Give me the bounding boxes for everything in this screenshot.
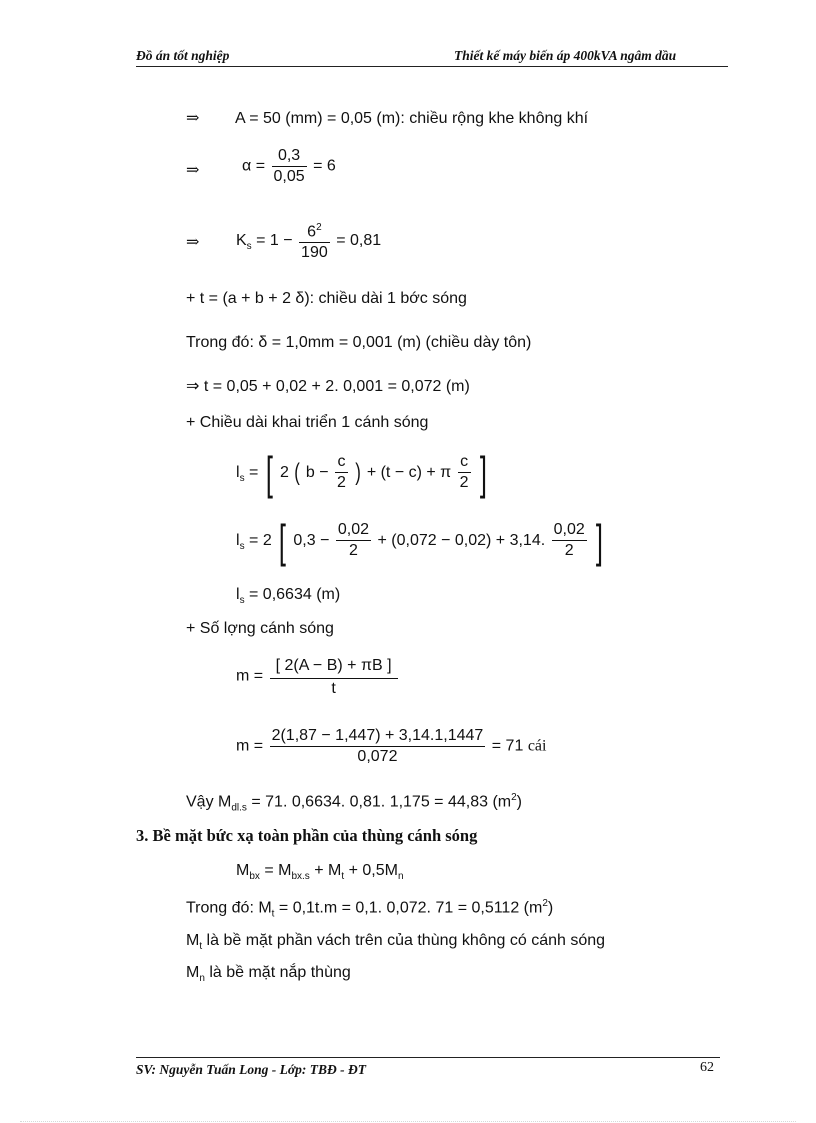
ls1-c2-den: 2 bbox=[459, 474, 469, 492]
mn-sub: n bbox=[397, 871, 404, 883]
mt-line-sub: t bbox=[271, 908, 275, 920]
ks-num bbox=[299, 218, 330, 243]
ls1-c2-num: c bbox=[458, 452, 471, 473]
ks-den: 190 bbox=[301, 244, 328, 262]
ls-value-lhs: l bbox=[236, 586, 240, 603]
mn-description bbox=[186, 964, 351, 984]
ks-rhs: = 0,81 bbox=[336, 231, 382, 249]
ls1-sub: s bbox=[239, 473, 245, 485]
mbx-sub: bx bbox=[249, 871, 260, 883]
m2-fraction bbox=[270, 726, 486, 767]
ls1-eq: = bbox=[249, 464, 259, 481]
mt-desc-m: M bbox=[186, 932, 200, 949]
alpha-fraction bbox=[272, 146, 307, 187]
header-rule bbox=[136, 66, 728, 67]
arrow-4: ⇒ bbox=[186, 378, 200, 395]
mt-desc-sub: t bbox=[199, 941, 203, 953]
ls2-f2-den: 2 bbox=[564, 542, 574, 560]
bracket-close-1: ] bbox=[479, 446, 487, 499]
m-formula-1 bbox=[236, 654, 400, 699]
mt-sub: t bbox=[341, 871, 345, 883]
mbx-m: M bbox=[236, 862, 250, 879]
mbx-equation bbox=[236, 862, 404, 882]
mdl-line bbox=[186, 792, 522, 814]
m1-num: [ 2(A − B) + πB ] bbox=[270, 654, 398, 679]
m2-unit: cái bbox=[527, 737, 547, 755]
ls2-mid: + (0,072 − 0,02) + 3,14. bbox=[377, 532, 546, 549]
arrow-1: ⇒ bbox=[186, 110, 200, 127]
alpha-num: 0,3 bbox=[272, 146, 307, 167]
mt-description bbox=[186, 932, 605, 952]
page-number: 62 bbox=[700, 1060, 714, 1075]
paren-open-1: ( bbox=[294, 458, 301, 486]
ls2-b: 0,3 − bbox=[293, 532, 330, 549]
ls-value: = 0,6634 (m) bbox=[249, 586, 341, 603]
m2-num: 2(1,87 − 1,447) + 3,14.1,1447 bbox=[270, 726, 486, 747]
delta-definition: Trong đó: δ = 1,0mm = 0,001 (m) (chiều dày tôn) bbox=[186, 334, 532, 351]
ls-value-sub: s bbox=[239, 595, 245, 607]
mdl-sup: 2 bbox=[511, 792, 517, 803]
bracket-open-2: [ bbox=[279, 514, 287, 567]
mbx-half: + 0,5M bbox=[344, 862, 398, 879]
m2-rhs: = 71 bbox=[491, 737, 524, 755]
t-definition: + t = (a + b + 2 δ): chiều dài 1 bớc sóng bbox=[186, 290, 467, 307]
m2-den: 0,072 bbox=[357, 748, 398, 765]
alpha-rhs: = 6 bbox=[313, 157, 336, 175]
header-right: Thiết kế máy biến áp 400kVA ngâm dầu bbox=[454, 48, 677, 63]
arrow-3: ⇒ bbox=[186, 234, 200, 251]
ls1-a: 2 bbox=[280, 464, 289, 481]
mdl-pre: Vậy M bbox=[186, 793, 232, 811]
ls1-mid: + (t − c) + π bbox=[366, 464, 452, 481]
m1-lhs: m = bbox=[236, 667, 264, 685]
t-value: t = 0,05 + 0,02 + 2. 0,001 = 0,072 (m) bbox=[203, 378, 470, 395]
t-value-line bbox=[186, 376, 470, 396]
ls-formula-1 bbox=[236, 448, 490, 498]
ls2-lhs: l bbox=[236, 532, 240, 549]
ls2-f1-num: 0,02 bbox=[336, 520, 371, 541]
ls2-f2 bbox=[552, 520, 587, 561]
ls2-sub: s bbox=[239, 541, 245, 553]
a-value-line: A = 50 (mm) = 0,05 (m): chiều rộng khe không khí bbox=[235, 110, 589, 127]
ls1-c-fraction bbox=[335, 452, 348, 493]
mbxs-sub: bx.s bbox=[291, 871, 310, 883]
mbx-plus: + M bbox=[309, 862, 342, 879]
ks-lhs: K bbox=[236, 231, 247, 249]
m1-fraction bbox=[270, 654, 398, 699]
m1-den: t bbox=[331, 680, 336, 697]
ls1-lhs: l bbox=[236, 464, 240, 481]
m1-num-text: 2(A − B) + πB bbox=[284, 657, 383, 674]
ls2-f1 bbox=[336, 520, 371, 561]
mt-line bbox=[186, 898, 553, 920]
alpha-lhs: α = bbox=[242, 157, 266, 175]
paren-close-1: ) bbox=[355, 458, 362, 486]
ks-sub: s bbox=[246, 241, 252, 253]
ks-num-base: 6 bbox=[307, 223, 317, 241]
section-3-title: 3. Bề mặt bức xạ toàn phần của thùng cánh sóng bbox=[136, 826, 478, 845]
footer-rule bbox=[136, 1057, 720, 1058]
mt-post: = 0,1t.m = 0,1. 0,072. 71 = 0,5112 (m bbox=[274, 899, 543, 917]
ls2-f2-num: 0,02 bbox=[552, 520, 587, 541]
ls1-b: b − bbox=[305, 464, 329, 481]
header-left: Đồ án tốt nghiệp bbox=[136, 48, 230, 63]
ls-formula-2 bbox=[236, 516, 606, 566]
mt-pre: Trong đó: M bbox=[186, 899, 272, 917]
ks-mid: = 1 − bbox=[251, 231, 293, 249]
ks-fraction bbox=[299, 218, 330, 263]
mt-desc-text: là bề mặt phần vách trên của thùng không có cánh sóng bbox=[202, 932, 606, 949]
ls-value-line bbox=[236, 586, 340, 606]
page-edge-dots bbox=[20, 1121, 796, 1122]
arrow-2: ⇒ bbox=[186, 162, 200, 179]
ls2-eq: = bbox=[249, 532, 259, 549]
ks-equation bbox=[236, 218, 381, 263]
mt-end: ) bbox=[547, 899, 554, 917]
ls1-c-den: 2 bbox=[337, 474, 346, 492]
unfold-heading: + Chiều dài khai triển 1 cánh sóng bbox=[186, 414, 429, 431]
alpha-equation bbox=[242, 146, 336, 187]
bracket-close-2: ] bbox=[596, 514, 604, 567]
mdl-end: ) bbox=[516, 793, 522, 811]
ls1-c-num: c bbox=[335, 452, 348, 473]
ls1-c2-fraction bbox=[458, 452, 471, 493]
mdl-sub: dl.s bbox=[231, 802, 247, 814]
mn-desc-text: là bề mặt nắp thùng bbox=[204, 964, 351, 981]
alpha-den: 0,05 bbox=[273, 168, 305, 185]
ls2-f1-den: 2 bbox=[349, 542, 358, 560]
m2-lhs: m = bbox=[236, 737, 264, 755]
count-heading: + Số lợng cánh sóng bbox=[186, 620, 334, 637]
m-formula-2 bbox=[236, 726, 546, 767]
mdl-post: = 71. 0,6634. 0,81. 1,175 = 44,83 (m bbox=[246, 793, 512, 811]
footer-left: SV: Nguyễn Tuấn Long - Lớp: TBĐ - ĐT bbox=[136, 1062, 366, 1077]
mn-desc-m: M bbox=[186, 964, 200, 981]
mn-desc-sub: n bbox=[199, 973, 205, 985]
mt-sup: 2 bbox=[542, 898, 548, 909]
ks-num-sup: 2 bbox=[316, 222, 322, 233]
bracket-open-1: [ bbox=[265, 446, 273, 499]
ls2-a: 2 bbox=[262, 532, 272, 549]
mbx-eq: = M bbox=[259, 862, 292, 879]
